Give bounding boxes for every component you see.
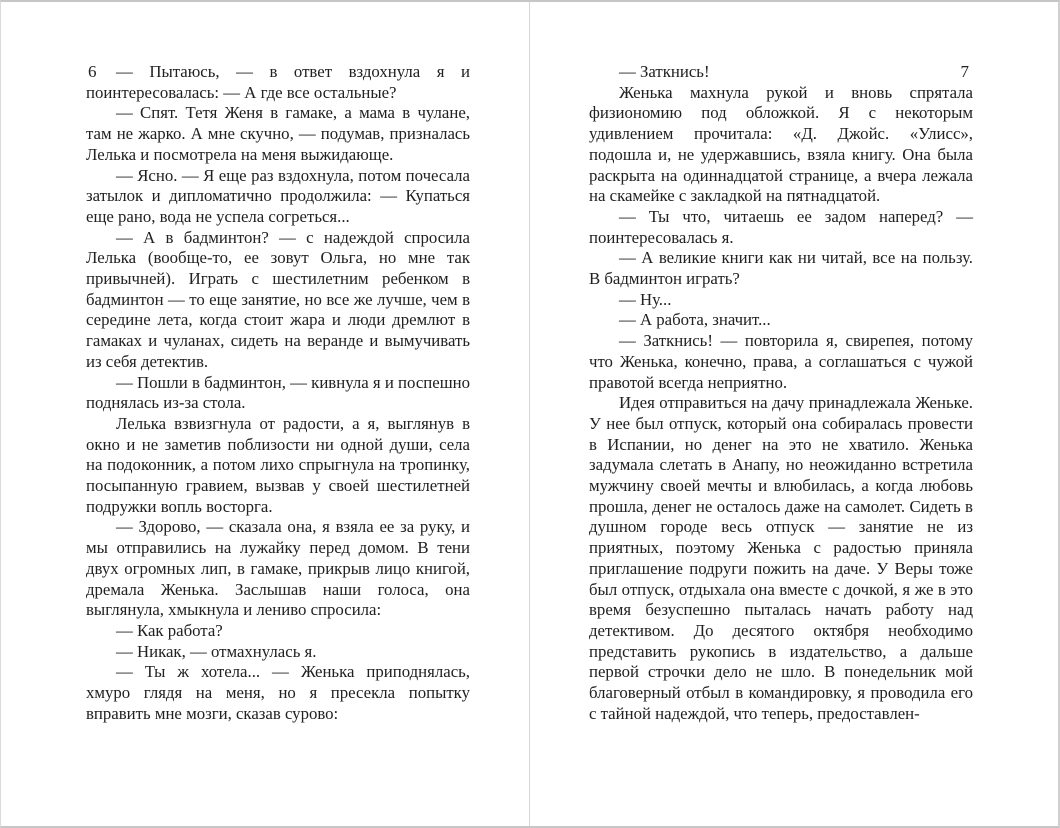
paragraph: — Заткнись! — повторила я, свирепея, потому что Женька, конечно, права, а соглашаться с чужой правотой всегда неприятно. [589,331,973,392]
page-text-right [589,62,973,725]
paragraph: — Ты ж хотела... — Женька приподнялась, хмуро глядя на меня, но я пресекла попытку вправить мне мозги, сказав сурово: [86,662,470,723]
page-left [86,62,470,725]
page-number-left: 6 [88,62,97,81]
paragraph: — Здорово, — сказала она, я взяла ее за руку, и мы отправились на лужайку перед домом. В тени двух огромных лип, в гамаке, прикрыв лицо книгой, дремала Женька. Заслышав наши голоса, она выглянула, хмыкнула и лениво спросила: [86,517,470,620]
paragraph: — Пошли в бадминтон, — кивнула я и поспешно поднялась из-за стола. [86,372,470,413]
page-text-left [86,62,470,725]
paragraph: — Ясно. — Я еще раз вздохнула, потом почесала затылок и дипломатично продолжила: — Купаться еще рано, вода не успела согреться... [86,165,470,226]
page-number-right: 7 [960,62,969,81]
paragraph: — Никак, — отмахнулась я. [116,641,317,661]
paragraph: — Ты что, читаешь ее задом наперед? — поинтересовалась я. [589,206,973,247]
paragraph: Женька махнула рукой и вновь спрятала физиономию под обложкой. Я с некоторым удивлением прочитала: «Д. Джойс. «Улисс», подошла и, не удержавшись, взяла книгу. Она была раскрыта на одиннадцатой странице, а вчера лежала на скамейке с закладкой на пятнадцатой. [589,82,973,206]
paragraph: — А работа, значит... [619,310,771,330]
paragraph: — Заткнись! [619,62,710,81]
paragraph: — Как работа? [116,620,223,640]
paragraph: — А в бадминтон? — с надеждой спросила Лелька (вообще-то, ее зовут Ольга, но мне так привычней). Играть с шестилетним ребенком в бадминтон — то еще занятие, но все же лучше, чем в середине лета, когда стоит жара и люди дремлют в гамаках и чуланах, сидеть на веранде и вымучивать из себя детектив. [86,227,470,371]
paragraph: Идея отправиться на дачу принадлежала Женьке. У нее был отпуск, который она собиралась провести в Испании, но денег на это не хватило. Женька задумала слетать в Анапу, но неожиданно встретила мужчину своей мечты и влюбилась, а когда любовь прошла, денег не осталось даже на самолет. Сидеть в душном городе весь отпуск — занятие не из приятных, поэтому Женька с радостью приняла приглашение подруги пожить на даче. У Веры тоже был отпуск, отдыхала она вместе с дочкой, я же в это время безуспешно пыталась начать работу над детективом. До десятого октября необходимо представить рукопись в издательство, а дальше первой строчки дело не шло. В понедельник мой благоверный отбыл в командировку, я проводила его с тайной надеждой, что теперь, предоставлен- [589,393,973,723]
paragraph: — А великие книги как ни читай, все на пользу. В бадминтон играть? [589,248,973,289]
paragraph: — Ну... [619,289,672,309]
paragraph: Лелька взвизгнула от радости, а я, выглянув в окно и не заметив поблизости ни одной души, села на подоконник, а потом лихо спрыгнула на тропинку, посыпанную гравием, вызвав у своей шестилетней подружки вопль восторга. [86,413,470,516]
page-right [589,62,973,725]
paragraph: — Пытаюсь, — в ответ вздохнула я и поинтересовалась: — А где все остальные? [86,62,470,102]
page-gutter-divider [529,2,530,826]
paragraph: — Спят. Тетя Женя в гамаке, а мама в чулане, там не жарко. А мне скучно, — подумав, призналась Лелька и посмотрела на меня выжидающе. [86,103,470,164]
